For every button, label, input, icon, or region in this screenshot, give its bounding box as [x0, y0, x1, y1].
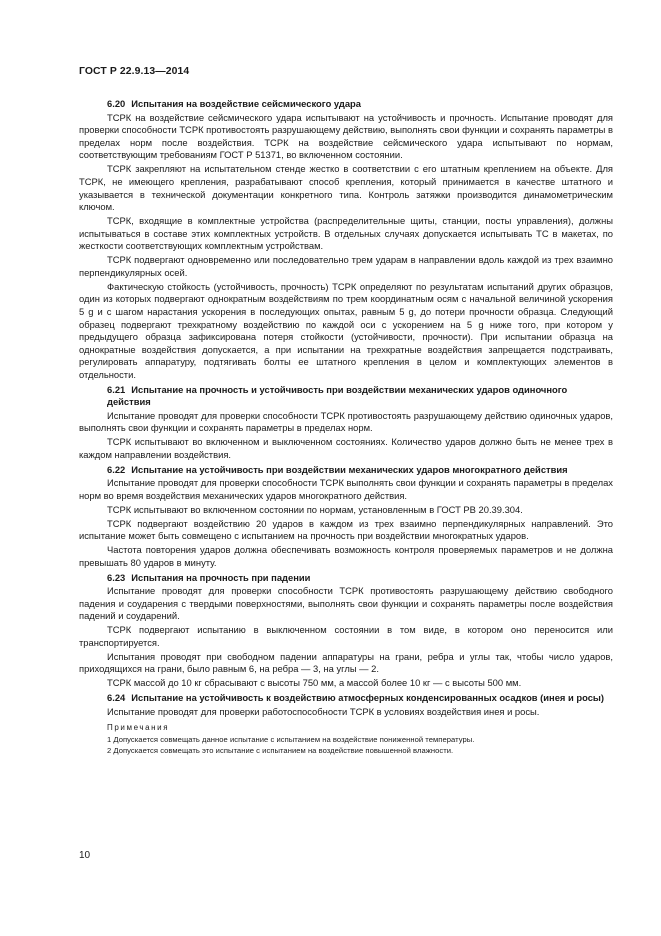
- document-body: [79, 96, 613, 756]
- section-heading-6-24: [79, 692, 613, 705]
- paragraph: ТСРК на воздействие сейсмического удара испытывают на устойчивость и прочность. Испытание проводят для проверки способности ТСРК противостоять разрушающему действию, выполнять свои функции и сохранять параметры в пределах норм после воздействия. ТСРК на воздействие сейсмического удара испытывают по нормам, соответствующим требованиям ГОСТ Р 51371, во включенном состоянии.: [79, 111, 613, 161]
- paragraph: ТСРК закрепляют на испытательном стенде жестко в соответствии с его штатным креплением на объекте. Для ТСРК, не имеющего крепления, разрабатывают способ крепления, который принимается в качестве штатного и указывается в технической документации конкретного типа. Контроль затяжки производится динамометрическим ключом.: [79, 163, 613, 213]
- paragraph: ТСРК испытывают во включенном и выключенном состояниях. Количество ударов должно быть не менее трех в каждом направлении воздействия.: [79, 436, 613, 460]
- note-item: 1 Допускается совмещать данное испытание с испытанием на воздействие пониженной температуры.: [107, 735, 475, 745]
- section-title: Испытание на устойчивость при воздействии механических ударов многократного действия: [131, 463, 568, 475]
- section-title: Испытание на прочность и устойчивость при воздействии механических ударов одиночного действия: [107, 383, 568, 408]
- paragraph: Испытание проводят для проверки работоспособности ТСРК в условиях воздействия инея и росы.: [107, 705, 540, 717]
- paragraph: ТСРК массой до 10 кг сбрасывают с высоты 750 мм, а массой более 10 кг — с высоты 500 мм.: [107, 677, 522, 689]
- section-heading-6-20: [79, 98, 613, 111]
- paragraph: ТСРК подвергают испытанию в выключенном состоянии в том виде, в котором оно переносится или транспортируется.: [79, 624, 613, 648]
- section-number: 6.20: [107, 98, 126, 109]
- notes-title: Примечания: [107, 723, 170, 733]
- page-number: 10: [79, 850, 91, 861]
- section-title: Испытание на устойчивость к воздействию атмосферных конденсированных осадков (инея и росы): [131, 692, 605, 704]
- section-title: Испытания на прочность при падении: [131, 571, 311, 583]
- section-number: 6.23: [107, 571, 126, 583]
- paragraph: ТСРК, входящие в комплектные устройства (распределительные щиты, станции, посты управления), должны испытываться в составе этих комплектных устройств. В отдельных случаях допускается испытывать ТС в макетах, по жесткости соответствующих комплектным устройствам.: [79, 215, 613, 252]
- paragraph: ТСРК подвергают одновременно или последовательно трем ударам в направлении вдоль каждой из трех взаимно перпендикулярных осей.: [79, 254, 613, 278]
- paragraph: ТСРК испытывают во включенном состоянии по нормам, установленным в ГОСТ РВ 20.39.304.: [107, 503, 523, 515]
- document-header: ГОСТ Р 22.9.13—2014: [79, 66, 190, 77]
- paragraph: Частота повторения ударов должна обеспечивать возможность контроля проверяемых параметров и не должна превышать 80 ударов в минуту.: [79, 544, 613, 568]
- section-heading-6-23: [79, 572, 613, 585]
- paragraph: Испытание проводят для проверки способности ТСРК противостоять разрушающему действию свободного падения и соударения с твердыми поверхностями, выполнять свои функции и сохранять параметры после воздействия падений и соударений.: [79, 585, 613, 622]
- section-number: 6.24: [107, 692, 126, 704]
- paragraph: Испытание проводят для проверки способности ТСРК выполнять свои функции и сохранять параметры в пределах норм во время воздействия механических ударов многократного действия.: [79, 477, 613, 501]
- note-item: 2 Допускается совмещать это испытание с испытанием на воздействие повышенной влажности.: [107, 746, 454, 756]
- section-number: 6.21: [107, 383, 126, 395]
- section-title: Испытания на воздействие сейсмического удара: [131, 98, 361, 109]
- section-number: 6.22: [107, 463, 126, 475]
- section-heading-6-22: [79, 464, 613, 477]
- paragraph: Испытания проводят при свободном падении аппаратуры на грани, ребра и углы так, чтобы число ударов, приходящихся на грани, было равным 6, на ребра — 3, на углы — 2.: [79, 650, 613, 675]
- paragraph: Фактическую стойкость (устойчивость, прочность) ТСРК определяют по результатам испытаний других образцов, один из которых подвергают однократным воздействиям по трем координатным осям с начальной величиной ускорения 5 g и с шагом нарастания ускорения в последующих опытах, равным 5 g, до потери прочности образца. Следующий образец подвергают трехкратному воздействию по каждой оси с ускорением на 5 g ниже того, при котором у предыдущего образца зафиксирована потеря стойкости (устойчивости, прочности). При испытании образца на однократные воздействия допускается, а при испытании на трехкратные воздействия запрещается подстраивать, регулировать аппаратуру, подтягивать болты ее штатного крепления в целом и комплектующих элементов в отдельности.: [79, 280, 613, 381]
- paragraph: Испытание проводят для проверки способности ТСРК противостоять разрушающему действию одиночных ударов, выполнять свои функции и сохранять параметры в пределах норм.: [79, 409, 613, 434]
- section-heading-6-21: [79, 384, 613, 409]
- paragraph: ТСРК подвергают воздействию 20 ударов в каждом из трех взаимно перпендикулярных направлений. Это испытание может быть совмещено с испытанием на прочность при воздействии многократных ударов.: [79, 517, 613, 542]
